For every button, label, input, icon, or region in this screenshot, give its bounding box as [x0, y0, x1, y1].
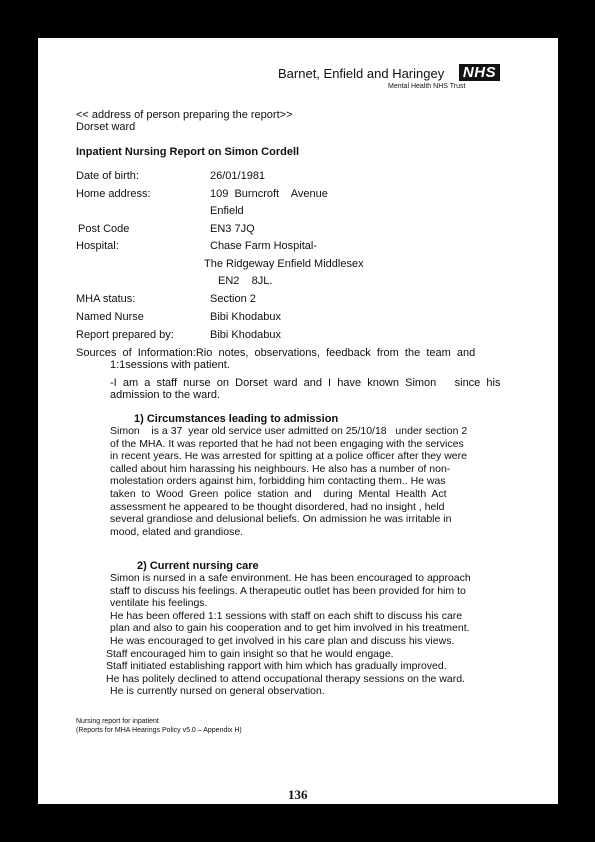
home-address-line1: 109 Burncroft Avenue — [210, 188, 328, 200]
home-address-line2: Enfield — [210, 205, 244, 217]
footer-line1: Nursing report for inpatient — [76, 718, 159, 725]
postcode-value: EN3 7JQ — [210, 223, 255, 235]
sources-line1: Sources of Information:Rio notes, observations, feedback from the team and — [76, 347, 476, 359]
document-page — [38, 38, 558, 804]
hospital-line2: The Ridgeway Enfield Middlesex — [204, 258, 364, 270]
hospital-line3: EN2 8JL. — [218, 275, 273, 287]
prepared-by-value: Bibi Khodabux — [210, 329, 281, 341]
section1-line: mood, elated and grandiose. — [110, 525, 244, 538]
named-nurse-label: Named Nurse — [76, 311, 144, 323]
section2-heading: 2) Current nursing care — [137, 560, 259, 572]
section2-line: He was encouraged to get involved in his care plan and discuss his views. — [110, 634, 455, 647]
section1-line: Simon is a 37 year old service user admitted on 25/10/18 under section 2 — [110, 425, 468, 437]
section2-line: He has been offered 1:1 sessions with staff on each shift to discuss his care — [110, 609, 463, 622]
named-nurse-value: Bibi Khodabux — [210, 311, 281, 323]
section1-line: several grandiose and delusional beliefs. On admission he was irritable in — [110, 513, 452, 526]
trust-name: Barnet, Enfield and Haringey — [278, 66, 445, 81]
sources-line2: 1:1sessions with patient. — [110, 359, 230, 371]
section1-line: in recent years. He was arrested for spitting at a police officer after they were — [110, 450, 467, 463]
page-number: 136 — [288, 787, 308, 802]
prepared-by-label: Report prepared by: — [76, 329, 174, 341]
section2-body — [106, 572, 500, 698]
home-address-label: Home address: — [76, 188, 151, 200]
dob-value: 26/01/1981 — [210, 170, 266, 182]
intro-line2: admission to the ward. — [110, 389, 221, 401]
section1-heading: 1) Circumstances leading to admission — [134, 413, 339, 425]
trust-subtitle: Mental Health NHS Trust — [388, 83, 466, 90]
address-line: << address of person preparing the report>> — [76, 109, 293, 121]
hospital-line1: Chase Farm Hospital- — [210, 240, 317, 252]
intro-line1: -I am a staff nurse on Dorset ward and I have known Simon since his — [110, 377, 501, 389]
section1-line: assessment he appeared to be thought disordered, had no insight , held — [110, 500, 445, 513]
section2-line: He has politely declined to attend occupational therapy sessions on the ward. — [106, 672, 465, 685]
section2-line: He is currently nursed on general observation. — [110, 685, 325, 698]
section2-line: plan and also to gain his cooperation and to get him involved in his treatment. — [110, 622, 470, 635]
section2-line: ventilate his feelings. — [110, 597, 208, 610]
postcode-label: Post Code — [78, 223, 130, 235]
section1-line: taken to Wood Green police station and during Mental Health Act — [110, 487, 447, 500]
section2-line: staff to discuss his feelings. A therapeutic outlet has been provided for him to — [110, 584, 466, 597]
nhs-logo: NHS — [459, 64, 500, 81]
hospital-label: Hospital: — [76, 240, 119, 252]
section1-line: called about him harassing his neighbours. He also has a number of non- — [110, 462, 451, 475]
section1-line: of the MHA. It was reported that he had not been engaging with the services — [110, 437, 464, 450]
mha-status-value: Section 2 — [210, 293, 256, 305]
section2-line: Simon is nursed in a safe environment. He has been encouraged to approach — [110, 572, 471, 584]
mha-status-label: MHA status: — [76, 293, 136, 305]
section1-line: molestation orders against him, forbidding him contacting them.. He was — [110, 475, 446, 488]
ward-line: Dorset ward — [76, 121, 136, 133]
section2-line: Staff encouraged him to gain insight so that he would engage. — [106, 647, 394, 660]
report-title: Inpatient Nursing Report on Simon Cordell — [76, 146, 300, 158]
dob-label: Date of birth: — [76, 170, 139, 182]
section1-body — [110, 425, 500, 538]
footer-line2: (Reports for MHA Hearings Policy v5.0 – Appendix H) — [76, 727, 242, 734]
section2-line: Staff initiated establishing rapport with him which has gradually improved. — [106, 660, 447, 673]
